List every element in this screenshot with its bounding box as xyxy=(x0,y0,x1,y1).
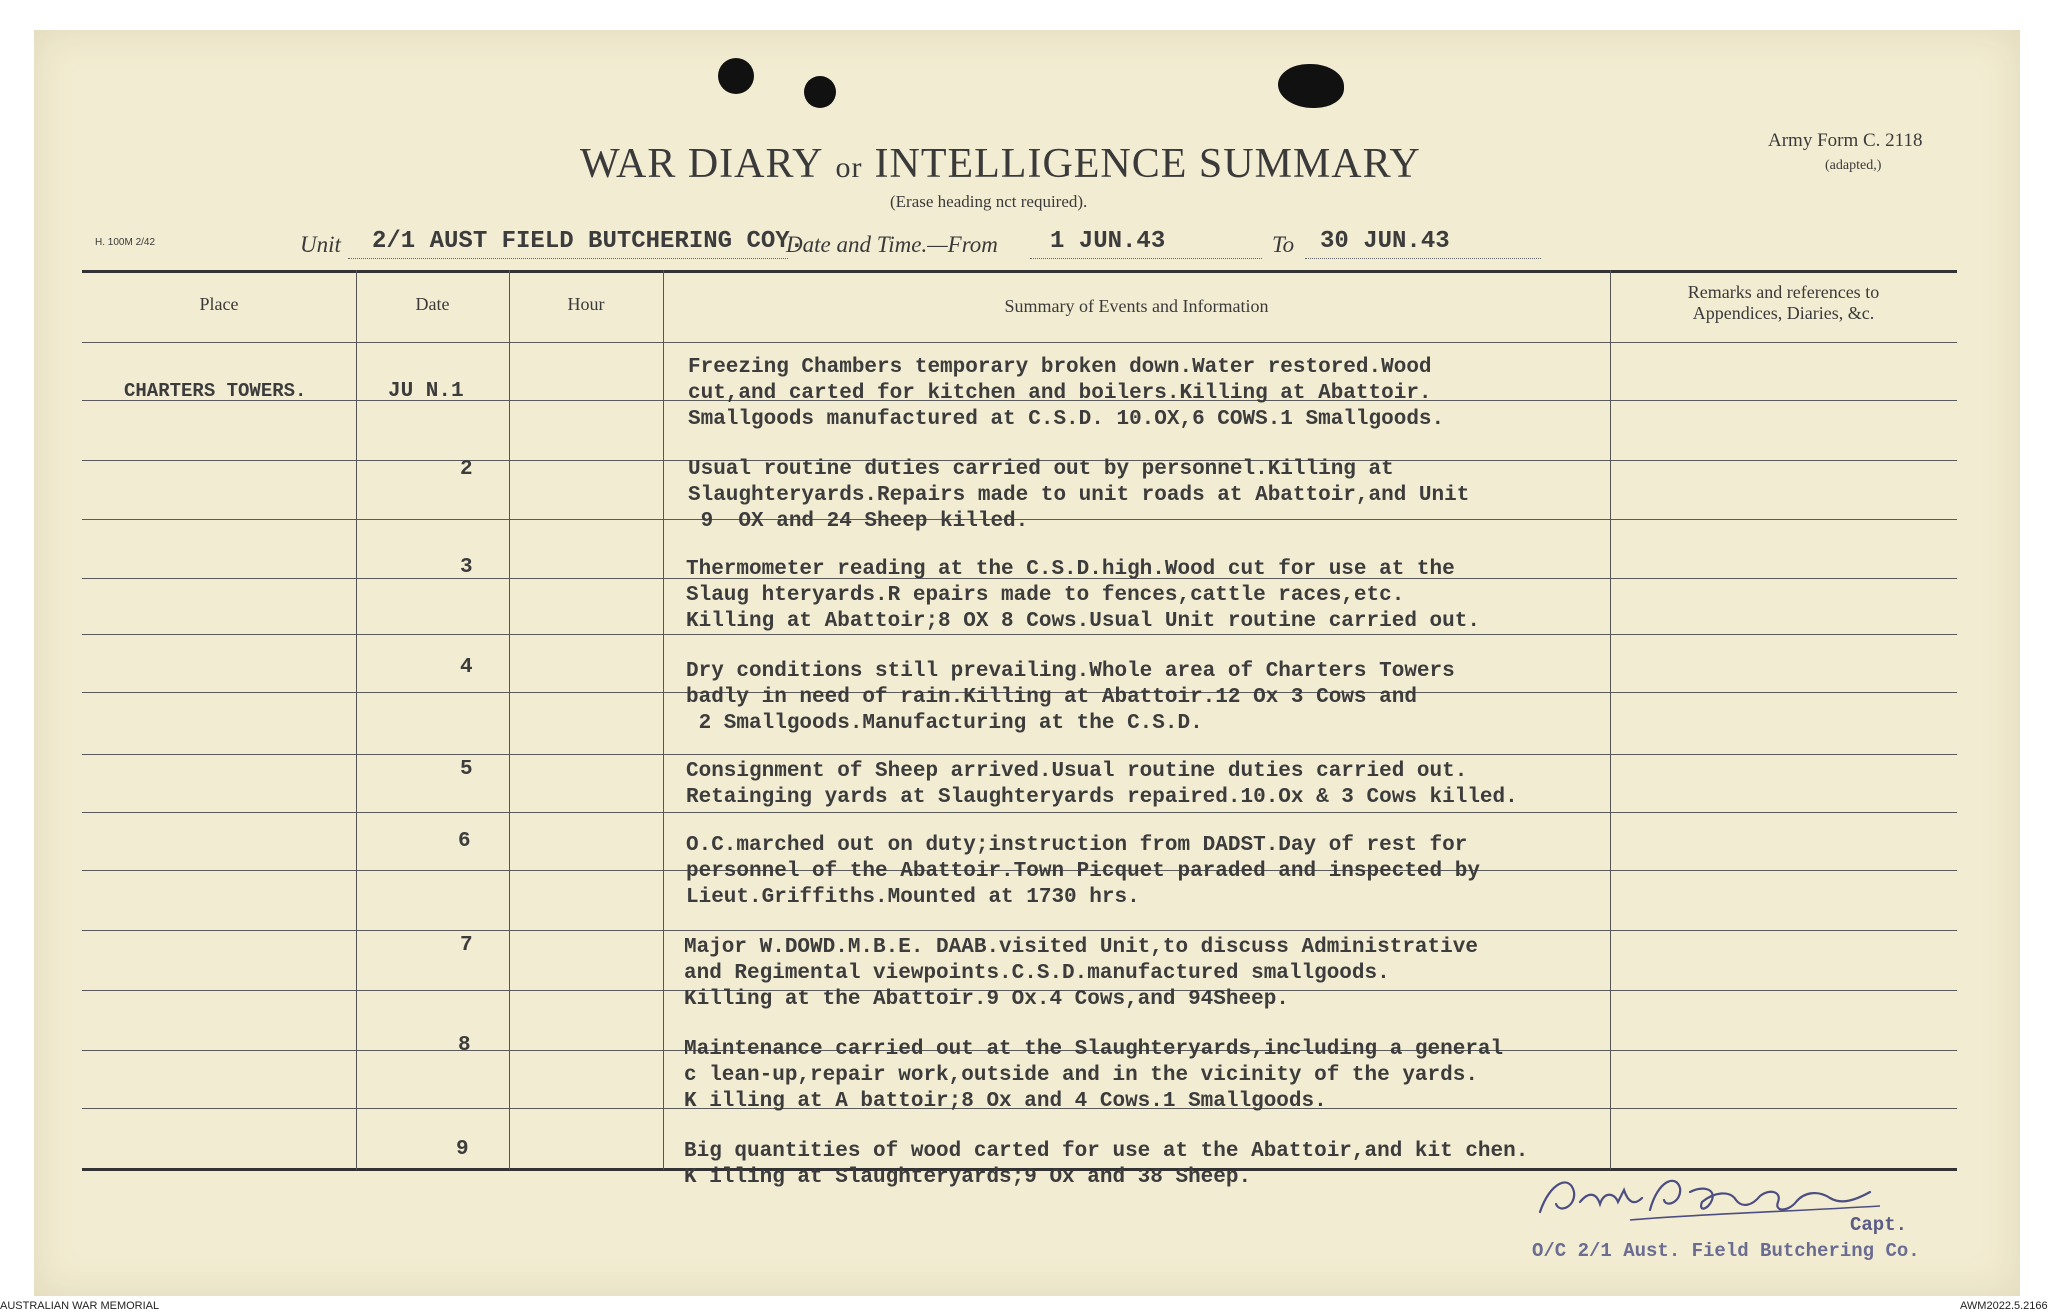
col-header-hour: Hour xyxy=(567,294,605,314)
entry-date: 6 xyxy=(458,830,471,853)
summary-line: Slaughteryards.Repairs made to unit roads at Abattoir,and Unit xyxy=(688,484,1470,507)
archive-reference: AWM2022.5.2166 xyxy=(1960,1300,2048,1312)
summary-line: 2 Smallgoods.Manufacturing at the C.S.D. xyxy=(686,712,1203,735)
summary-line: cut,and carted for kitchen and boilers.Killing at Abattoir. xyxy=(688,382,1432,405)
from-date: 1 JUN.43 xyxy=(1050,228,1166,255)
summary-line: Killing at the Abattoir.9 Ox.4 Cows,and 94Sheep. xyxy=(684,988,1289,1011)
unit-value: 2/1 AUST FIELD BUTCHERING COY. xyxy=(372,228,805,255)
col-header-place: Place xyxy=(199,294,239,314)
summary-line: Retainging yards at Slaughteryards repaired.10.Ox & 3 Cows killed. xyxy=(686,786,1518,809)
summary-line: Major W.DOWD.M.B.E. DAAB.visited Unit,to discuss Administrative xyxy=(684,936,1478,959)
to-label: To xyxy=(1272,232,1295,257)
col-header-date: Date xyxy=(415,294,450,314)
summary-line: Dry conditions still prevailing.Whole area of Charters Towers xyxy=(686,660,1455,683)
entry-date: 5 xyxy=(460,758,473,781)
entry-date: 9 xyxy=(456,1138,469,1161)
summary-line: Killing at Abattoir;8 OX 8 Cows.Usual Unit routine carried out. xyxy=(686,610,1480,633)
summary-line: Freezing Chambers temporary broken down.Water restored.Wood xyxy=(688,356,1432,379)
summary-line: Maintenance carried out at the Slaughteryards,including a general xyxy=(684,1038,1504,1061)
handwritten-signature xyxy=(1530,1162,1890,1232)
erase-note: (Erase heading nct required). xyxy=(890,192,1088,211)
table-top-rule xyxy=(82,270,1957,273)
summary-line: K illing at Slaughteryards;9 Ox and 38 Sheep. xyxy=(684,1166,1252,1189)
punch-hole xyxy=(1278,64,1344,108)
col-header-summary: Summary of Events and Information xyxy=(1004,296,1269,316)
date-time-label: Date and Time.—From xyxy=(786,232,998,257)
summary-line: 9 OX and 24 Sheep killed. xyxy=(688,510,1029,533)
summary-line: Big quantities of wood carted for use at the Abattoir,and kit chen. xyxy=(684,1140,1529,1163)
summary-line: personnel of the Abattoir.Town Picquet paraded and inspected by xyxy=(686,860,1480,883)
summary-line: Smallgoods manufactured at C.S.D. 10.OX,6 COWS.1 Smallgoods. xyxy=(688,408,1445,431)
to-date: 30 JUN.43 xyxy=(1320,228,1450,255)
col-header-remarks: Remarks and references to Appendices, Diaries, &c. xyxy=(1687,282,1880,323)
entry-date: JU N.1 xyxy=(388,380,464,403)
summary-line: Usual routine duties carried out by personnel.Killing at xyxy=(688,458,1394,481)
adapted-note: (adapted,) xyxy=(1825,158,1882,173)
summary-line: c lean-up,repair work,outside and in the vicinity of the yards. xyxy=(684,1064,1478,1087)
summary-line: Consignment of Sheep arrived.Usual routine duties carried out. xyxy=(686,760,1468,783)
signatory-rank: Capt. xyxy=(1850,1214,1908,1236)
unit-label: Unit xyxy=(300,232,341,257)
entry-date: 4 xyxy=(460,656,473,679)
punch-hole xyxy=(804,76,836,108)
summary-line: O.C.marched out on duty;instruction from DADST.Day of rest for xyxy=(686,834,1468,857)
army-form-number: Army Form C. 2118 xyxy=(1768,130,1923,151)
punch-hole xyxy=(718,58,754,94)
entry-date: 8 xyxy=(458,1034,471,1057)
entry-place: CHARTERS TOWERS. xyxy=(124,380,307,402)
page-title: WAR DIARY or INTELLIGENCE SUMMARY xyxy=(580,141,1421,187)
summary-line: Thermometer reading at the C.S.D.high.Wood cut for use at the xyxy=(686,558,1455,581)
entry-date: 2 xyxy=(460,458,473,481)
unit-stamp: O/C 2/1 Aust. Field Butchering Co. xyxy=(1532,1240,1920,1262)
summary-line: and Regimental viewpoints.C.S.D.manufactured smallgoods. xyxy=(684,962,1390,985)
print-code: H. 100M 2/42 xyxy=(95,237,156,248)
summary-line: badly in need of rain.Killing at Abattoir.12 Ox 3 Cows and xyxy=(686,686,1417,709)
summary-line: Lieut.Griffiths.Mounted at 1730 hrs. xyxy=(686,886,1140,909)
archive-credit: AUSTRALIAN WAR MEMORIAL xyxy=(0,1300,160,1312)
summary-line: Slaug hteryards.R epairs made to fences,cattle races,etc. xyxy=(686,584,1405,607)
summary-line: K illing at A battoir;8 Ox and 4 Cows.1 Smallgoods. xyxy=(684,1090,1327,1113)
entry-date: 7 xyxy=(460,934,473,957)
entry-date: 3 xyxy=(460,556,473,579)
